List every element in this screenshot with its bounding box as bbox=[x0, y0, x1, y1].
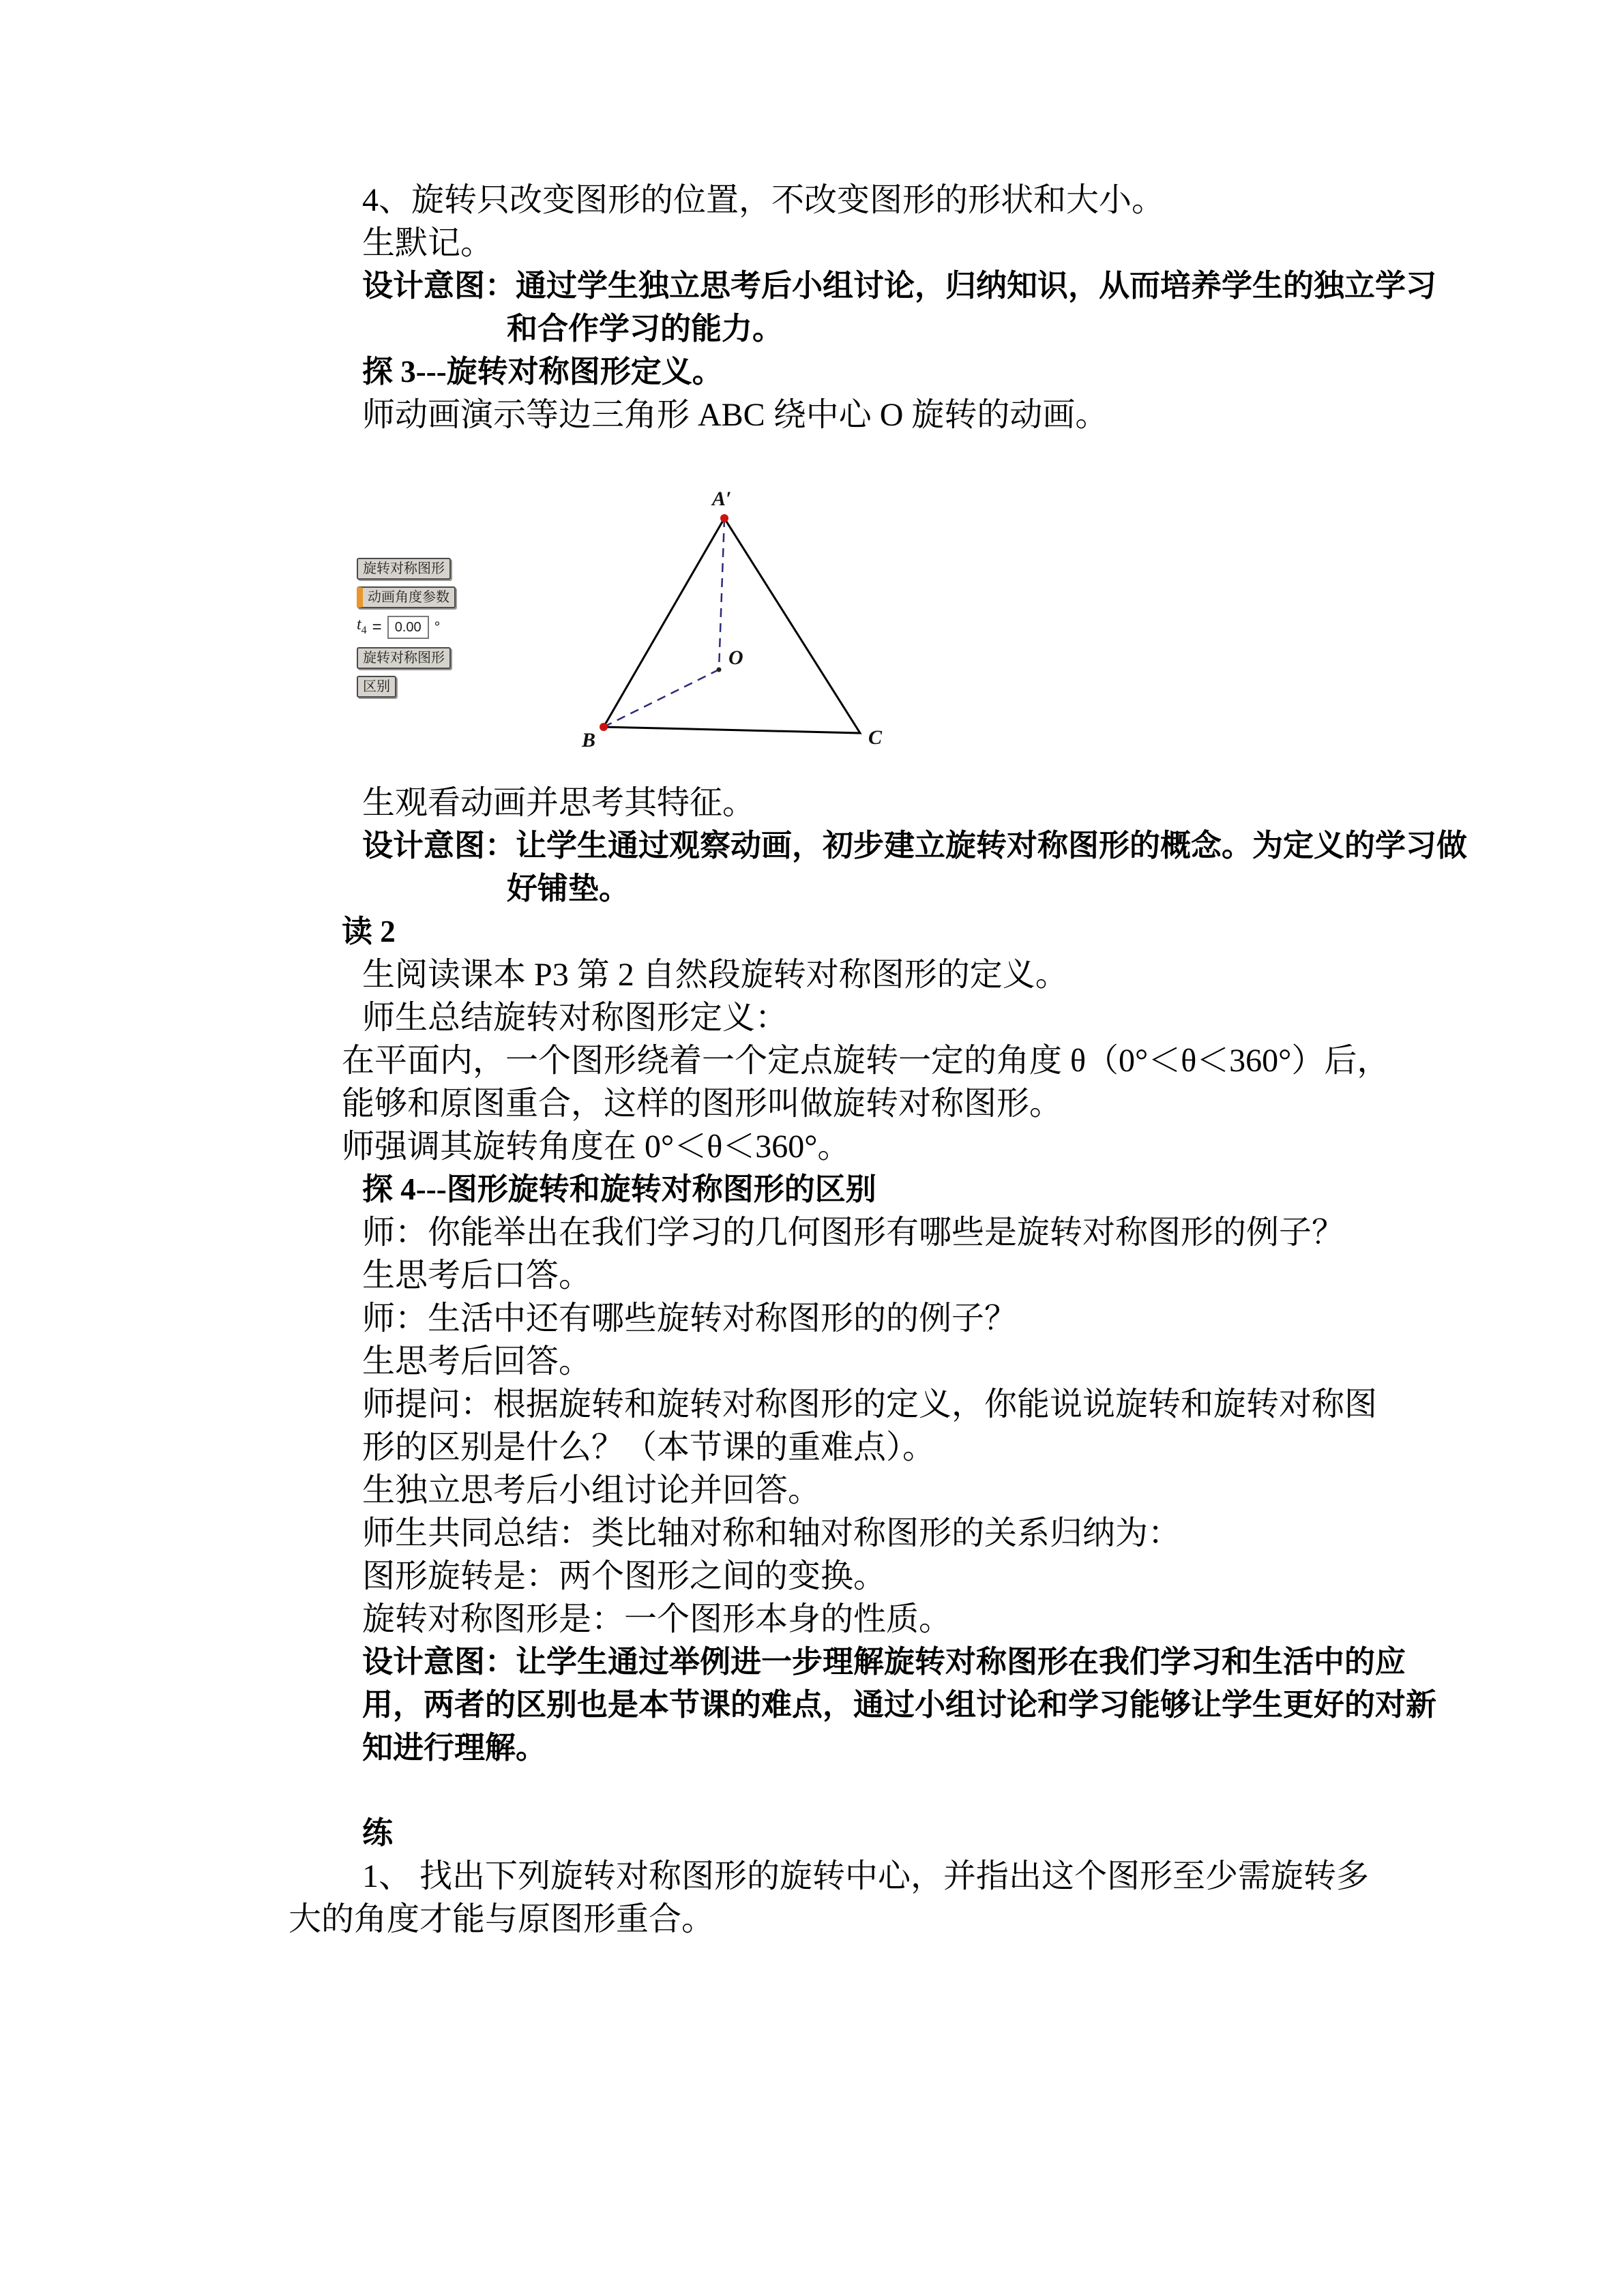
design-intent-line: 知进行理解。 bbox=[362, 1731, 547, 1765]
angle-parameter-readout bbox=[357, 615, 456, 640]
design-intent-line: 用，两者的区别也是本节课的难点，通过小组讨论和学习能够让学生更好的对新 bbox=[362, 1688, 1437, 1722]
doc-line: 师强调其旋转角度在 0°＜θ＜360°。 bbox=[342, 1129, 851, 1165]
doc-line: 生独立思考后小组讨论并回答。 bbox=[362, 1472, 821, 1508]
panel-button-rotational-symmetry: 旋转对称图形 bbox=[357, 558, 451, 580]
design-intent-line: 设计意图：让学生通过观察动画，初步建立旋转对称图形的概念。为定义的学习做 bbox=[362, 829, 1468, 863]
design-intent-line: 设计意图：通过学生独立思考后小组讨论，归纳知识，从而培养学生的独立学习 bbox=[362, 269, 1437, 303]
triangle-outline bbox=[604, 518, 860, 733]
triangle-diagram bbox=[527, 474, 936, 781]
doc-line: 师：你能举出在我们学习的几何图形有哪些是旋转对称图形的例子？ bbox=[362, 1214, 1345, 1251]
label-o: O bbox=[728, 646, 743, 669]
param-letter: t bbox=[357, 616, 361, 633]
degree-sign: ° bbox=[434, 618, 441, 636]
doc-line: 图形旋转是：两个图形之间的变换。 bbox=[362, 1558, 887, 1594]
center-o-dot bbox=[717, 668, 722, 672]
label-a-prime: A′ bbox=[712, 488, 732, 510]
design-intent-line: 和合作学习的能力。 bbox=[507, 312, 784, 346]
panel-button-animation-parameter: 动画角度参数 bbox=[357, 586, 456, 608]
panel-button-rotational-symmetry-2: 旋转对称图形 bbox=[357, 647, 451, 669]
panel-button-distinction: 区别 bbox=[357, 676, 396, 698]
dashed-line-a-to-o bbox=[719, 518, 724, 670]
label-b: B bbox=[582, 729, 596, 751]
doc-line: 师生共同总结：类比轴对称和轴对称图形的关系归纳为： bbox=[362, 1515, 1181, 1551]
vertex-a-dot bbox=[720, 514, 728, 522]
design-intent-line: 设计意图：让学生通过举例进一步理解旋转对称图形在我们学习和生活中的应 bbox=[362, 1645, 1406, 1679]
doc-line: 旋转对称图形是：一个图形本身的性质。 bbox=[362, 1601, 952, 1637]
param-subscript: 4 bbox=[361, 624, 367, 636]
doc-line: 生观看动画并思考其特征。 bbox=[362, 785, 756, 821]
heading-read-2: 读 2 bbox=[342, 914, 396, 949]
doc-line: 生阅读课本 P3 第 2 自然段旋转对称图形的定义。 bbox=[362, 957, 1068, 993]
doc-line: 生默记。 bbox=[362, 225, 494, 261]
doc-line: 师动画演示等边三角形 ABC 绕中心 O 旋转的动画。 bbox=[362, 397, 1108, 433]
doc-line: 大的角度才能与原图形重合。 bbox=[289, 1901, 715, 1937]
param-value-box: 0.00 bbox=[387, 616, 429, 639]
definition-line: 能够和原图重合，这样的图形叫做旋转对称图形。 bbox=[342, 1086, 1063, 1122]
doc-line: 师生总结旋转对称图形定义： bbox=[362, 1000, 788, 1036]
heading-explore-4: 探 4---图形旋转和旋转对称图形的区别 bbox=[362, 1172, 876, 1206]
definition-line: 在平面内，一个图形绕着一个定点旋转一定的角度 θ（0°＜θ＜360°）后， bbox=[342, 1043, 1390, 1079]
design-intent-line: 好铺垫。 bbox=[507, 871, 630, 906]
geometry-software-panel bbox=[357, 558, 456, 698]
doc-line: 生思考后口答。 bbox=[362, 1257, 592, 1294]
doc-line: 形的区别是什么？（本节课的重难点）。 bbox=[362, 1429, 936, 1465]
equals-sign: = bbox=[372, 618, 382, 637]
heading-explore-3: 探 3---旋转对称图形定义。 bbox=[362, 355, 723, 389]
triangle-rotation-figure bbox=[289, 436, 1467, 781]
param-name bbox=[357, 615, 367, 640]
doc-line: 师提问：根据旋转和旋转对称图形的定义，你能说说旋转和旋转对称图 bbox=[362, 1386, 1378, 1422]
vertex-b-dot bbox=[600, 723, 608, 731]
doc-line: 生思考后回答。 bbox=[362, 1343, 592, 1380]
doc-line: 师：生活中还有哪些旋转对称图形的的例子？ bbox=[362, 1300, 1018, 1337]
doc-line: 4、旋转只改变图形的位置，不改变图形的形状和大小。 bbox=[362, 182, 1165, 218]
heading-practice: 练 bbox=[362, 1816, 394, 1850]
label-c: C bbox=[868, 726, 883, 749]
doc-line: 1、 找出下列旋转对称图形的旋转中心，并指出这个图形至少需旋转多 bbox=[362, 1858, 1370, 1894]
